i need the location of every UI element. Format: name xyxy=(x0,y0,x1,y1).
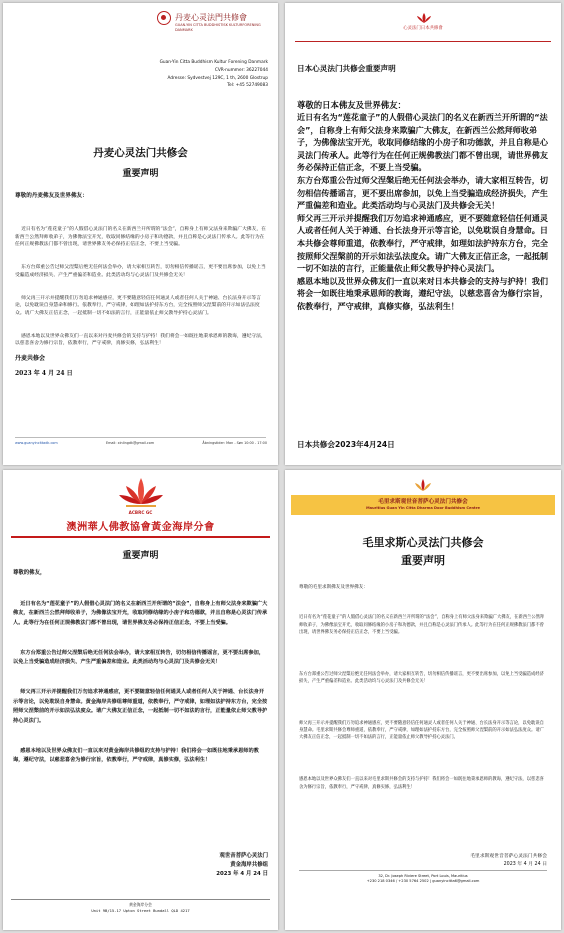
paragraph: 近日有名为“莲花童子”的人假借心灵法门的名义在新西兰开所谓的“法会”，自称身上有师父法身来欺骗广大佛友，在新西兰公然拜师收弟子，为佛像法宝开光，收取同修结缘的小房子和功德款，并且自称是心灵法门传承人。此等行为在任何正规佛教法门都不曾出现，请世界佛友务必保持正信正念，不要上当受骗。 xyxy=(299,615,545,635)
footer-divider xyxy=(299,870,547,871)
document-title: 日本心灵法门共修会重要声明 xyxy=(297,64,396,73)
greeting: 尊敬的佛友， xyxy=(13,570,46,576)
org-tag: ACBRC GC xyxy=(128,510,153,515)
document-subtitle: 重要声明 xyxy=(401,554,445,567)
paragraph: 师父再三开示并提醒我们万勿追求神通感应，更不要随意轻信任何通灵人或者任何人关于神通、台长法身开示等言论，以免耽误自身慧命。黄金海岸共修组尊师重道，依教奉行，严守戒律，如理如法护持东方台，完全按照师父涅槃前的开示如法弘法度众。请广大佛友正信正念，一起抵制一切不如法的言行，正能量依止师父教导护持心灵法门。 xyxy=(13,688,268,725)
mauritius-statement-document xyxy=(285,470,561,930)
paragraph: 感恩本地以及世界众佛友们一直以来对丹麦共修会的支持与护持！我们将会一如既往地秉承恩师的教诲，遵纪守法，以慈悲喜舍为修行宗旨，依教奉行，严守戒律，真修实修，弘法利生！ xyxy=(15,333,266,347)
document-title: 重要声明 xyxy=(122,551,159,561)
date: 2023 年 4 月 24 日 xyxy=(216,871,268,878)
email-text: Email: xinlingdk@gmail.com xyxy=(105,441,155,445)
address-line: Guan-Yin Citta Buddhism Kultur Forening Danmark xyxy=(159,60,268,65)
org-name-latin: GUAN-YIN CITTA BUDDHISTISK KULTURFORENING DANMARK xyxy=(175,23,261,32)
paragraph: 感恩本地以及世界众佛友们一直以来对毛里求斯共修会的支持与护持！我们将会一如既往地秉承恩师的教诲，遵纪守法，以慈悲喜舍为修行宗旨，依教奉行，严守戒律，真修实修，弘法利生！ xyxy=(299,777,544,790)
footer xyxy=(285,874,561,885)
australia-statement-document xyxy=(3,470,278,930)
document-subtitle: 重要声明 xyxy=(122,169,159,179)
lotus-logo-icon xyxy=(413,478,433,492)
paragraph: 近日有名为“莲花童子”的人假借心灵法门的名义在新西兰开所谓的“法会”，自称身上有师父法身来欺骗广大佛友，在新西兰公然拜师收弟子，为佛像法宝开光，收取同修结缘的小房子和功德款，并且自称是心灵法门传承人。此等行为在任何正规佛教法门都不曾出现，请世界佛友务必保持正信正念，不要上当受骗。 xyxy=(13,600,268,627)
footer xyxy=(15,441,267,445)
header-band xyxy=(11,536,270,538)
denmark-statement-document xyxy=(3,3,278,465)
signature: 丹麦共修会 xyxy=(15,355,46,362)
paragraph: 东方台郑重公告过师父涅槃后绝无任何法会举办，请大家相互转告，切勿相信传播谣言，更不要出席参加，以免上当受骗造成经济损失、产生严重偏差和造业。此类活动均与心灵法门及共修会无关！ xyxy=(13,649,265,666)
paragraph: 东方台郑重公告过师父涅槃后绝无任何法会举办，请大家相互转告，切勿相信传播谣言，更不要出席参加，以免上当受骗造成经济损失、产生严重偏差和造业。此类活动均与心灵法门及共修会无关！ xyxy=(15,265,266,278)
org-name-cn: 丹麦心灵法門共修會 xyxy=(175,13,247,22)
signature-line: 观世音菩萨心灵法门 xyxy=(219,853,268,859)
paragraph: 东方台郑重公告过师父涅槃后绝无任何法会举办，请大家相互转告，切勿相信传播谣言，更不要出席参加，以免上当受骗造成经济损失，产生严重偏差和造业。此类活动均与心灵法门及共修会无关！ xyxy=(299,671,544,685)
signature-line: 黄金海岸共修组 xyxy=(230,862,268,869)
lotus-logo-icon xyxy=(157,11,171,25)
footer-line: Unit 9B/15-17 Upton Street Bundall QLD 4217 xyxy=(91,907,190,913)
address-line: CVR-nummer: 36227044 xyxy=(214,67,268,73)
paragraph: 师父再三开示并提醒我们万勿追求神通感应，更不要随意轻信任何通灵人或者任何人关于神通、台长法身开示等言论，以免耽误自身慧命和修行。依教奉行，严守戒律，如理如法护持东方台，完全按照师父涅槃前的开示如法弘法度众。请广大佛友正信正念，一起抵制一切不如法的言行，正能量依止师父教导护持心灵法门。 xyxy=(15,295,261,316)
logo-text: 心灵法门日本共修會 xyxy=(403,26,443,31)
footer-divider xyxy=(15,437,266,438)
paragraph: 感恩本地以及世界众佛友们一直以来对黄金海岸共修组的支持与护持！我们将会一如既往地秉承恩师的教诲，遵纪守法，以慈悲喜舍为修行宗旨，依教奉行，严守戒律，真修实修，弘法利生！ xyxy=(13,747,259,764)
date: 2023 年 4 月 24 日 xyxy=(15,370,73,377)
greeting: 尊敬的毛里求斯佛友及世界佛友： xyxy=(299,585,368,590)
greeting: 尊敬的日本佛友及世界佛友： xyxy=(297,100,406,110)
address-line: Tel: +45 52749083 xyxy=(227,83,268,89)
date: 2023 年 4 月 24 日 xyxy=(503,862,547,867)
signature: 毛里求斯观世音菩萨心灵法门共修会 xyxy=(470,854,547,859)
statement-body xyxy=(13,580,268,850)
lotus-emblem-icon xyxy=(116,474,166,512)
org-name: 澳洲華人佛教協會黃金海岸分會 xyxy=(66,521,215,533)
header-divider xyxy=(295,41,551,42)
footer-line: 黄金海岸分会 xyxy=(129,902,152,907)
paragraph: 师父再三开示并提醒我们万勿追求神通感应，更不要随意轻信任何通灵人或者任何人关于神通、台长法身开示等言论，以免耽误自身慧命。毛里求斯共修会尊师重道，依教奉行，严守戒律，如理如法护持东方台，完全按照师父涅槃前的开示如法弘法度众。请广大佛友正信正念，一起抵制一切不如法的言行，正能量依止师父教导护持心灵法门。 xyxy=(299,721,544,741)
footer-line: 32, Dr. Joseph Riviere Street, Port Louis, Mauritius xyxy=(378,874,468,878)
org-name-en: Mauritius Guan Yin Citta Dharma Door Buddhism Centre xyxy=(366,506,480,510)
statement-body xyxy=(15,211,267,347)
opening-hours: Åbningstider: Man - Søn 10:00 - 17:00 xyxy=(202,441,267,445)
website-link[interactable]: www.guanyincittadk.com xyxy=(15,441,58,445)
footer xyxy=(3,902,278,913)
date: 日本共修会2023年4月24日 xyxy=(297,440,395,449)
address-line: Adresse: Sydvestvej 129C, 1 th, 2600 Glostrup xyxy=(167,75,268,81)
japan-statement-document xyxy=(285,3,561,465)
signature-block xyxy=(216,852,268,880)
greeting: 尊敬的丹麦佛友及世界佛友： xyxy=(15,193,88,199)
statement-body xyxy=(299,600,547,880)
document-title: 丹麦心灵法门共修会 xyxy=(93,147,188,159)
paragraph: 近日有名为“莲花童子”的人假借心灵法门的名义在新西兰开所谓的“法会”，自称身上有师父法身来欺骗广大佛友，在新西兰公然拜师收弟子，为佛像法宝开光，收取同修结缘的小房子和功德款，并且自称是心灵法门传承人。此等行为在任何正规佛教法门都不曾出现，请世界佛友务必保持正信正念，不要上当受骗。 xyxy=(15,227,266,248)
statement-body: 近日有名为“莲花童子”的人假借心灵法门的名义在新西兰开所谓的“法会”，自称身上有师父法身来欺骗广大佛友，在新西兰公然拜师收弟子，为佛像法宝开光，收取同修结缘的小房子和功德款，并且自称是心灵法门传承人。此等行为在任何正规佛教法门都不曾出现，请世界佛友务必保持正信正念，不要上当受骗。 东方台郑重公告过师父涅槃后绝无任何法会举办，请大家相互转告，切勿相信传播谣言，更不要出席参加，以免上当受骗造成经济损失，产生严重偏差和造业。此类活动均与心灵法门及共修会无关！ 师父再三开示并提醒我们万勿追求神通感应，更不要随意轻信任何通灵人或者任何人关于神通、台长法身开示等言论，以免耽误自身慧命。日本共修会尊师重道，依教奉行，严守戒律，如理如法护持东方台，完全按照师父涅槃前的开示如法弘法度众。请广大佛友正信正念，一起抵制一切不如法的言行，正能量依止师父教导护持心灵法门。 感恩本地以及世界众佛友们一直以来对日本共修会的支持与护持！我们将会一如既往地秉承恩师的教诲，遵纪守法，以慈悲喜舍为修行宗旨，依教奉行，严守戒律，真修实修，弘法利生！ xyxy=(297,112,548,311)
lotus-logo-icon xyxy=(416,12,432,24)
document-title: 毛里求斯心灵法门共修会 xyxy=(362,536,484,549)
address-block xyxy=(108,59,268,90)
footer-divider xyxy=(11,899,270,900)
org-name-cn: 毛里求斯观世音菩萨心灵法门共修会 xyxy=(378,499,468,505)
footer-line: +230 218 0346 / +230 5764 2502 | guanyincitta6@gmail.com xyxy=(366,879,480,884)
